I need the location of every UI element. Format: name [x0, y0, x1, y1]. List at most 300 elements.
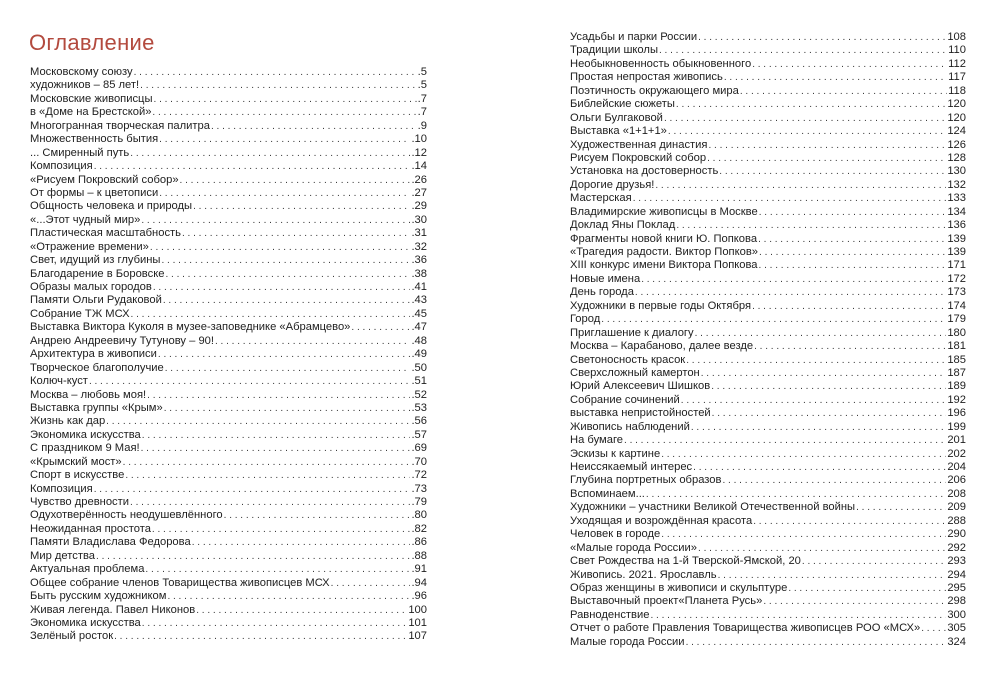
toc-entry-title: Вспоминаем...: [570, 487, 645, 500]
toc-entry[interactable]: [30, 550, 427, 563]
toc-entry-page-number: 300: [947, 608, 966, 621]
toc-entry[interactable]: [30, 402, 427, 415]
toc-entry-page-number: .41: [411, 281, 427, 293]
toc-entry-title: в «Доме на Брестской»: [30, 106, 152, 119]
toc-entry[interactable]: [570, 622, 966, 635]
toc-entry-page-number: 189: [947, 380, 966, 393]
toc-entry[interactable]: [30, 147, 427, 160]
dot-leader: [601, 313, 946, 326]
toc-entry[interactable]: [30, 106, 427, 119]
toc-entry-title: От формы – к цветописи: [30, 186, 159, 199]
toc-entry-page-number: .72: [411, 469, 427, 482]
toc-entry-title: Художники – участники Великой Отечественной войны: [570, 501, 856, 514]
toc-entry-page-number: .82: [411, 522, 427, 535]
toc-entry-title: Спорт в искусстве: [30, 469, 125, 482]
dot-leader: [754, 340, 946, 353]
toc-entry[interactable]: [30, 348, 427, 361]
toc-entry-page-number: 139: [947, 246, 966, 258]
toc-entry[interactable]: [30, 254, 427, 267]
toc-entry-title: Жизнь как дар: [30, 415, 106, 428]
toc-entry-title: Многогранная творческая палитра: [30, 119, 210, 132]
toc-entry-page-number: 172: [947, 272, 966, 285]
toc-entry[interactable]: [570, 595, 966, 608]
dot-leader: [331, 577, 411, 590]
dot-leader: [192, 536, 411, 549]
dot-leader: [154, 93, 417, 106]
toc-entry[interactable]: [570, 179, 966, 192]
toc-entry-title: Установка на достоверность: [570, 165, 719, 178]
dot-leader: [131, 308, 411, 321]
toc-entry[interactable]: [570, 542, 966, 555]
dot-leader: [740, 85, 947, 98]
toc-entry[interactable]: [570, 259, 966, 272]
dot-leader: [114, 630, 407, 643]
toc-entry-page-number: 107: [408, 630, 427, 643]
toc-entry[interactable]: [570, 394, 966, 407]
toc-entry-page-number: .31: [411, 227, 427, 240]
toc-entry-page-number: .88: [411, 549, 427, 562]
toc-entry-title: Художественная династия: [570, 138, 708, 151]
toc-entry-page-number: 293: [947, 555, 966, 568]
dot-leader: [698, 542, 946, 555]
toc-entry-page-number: 201: [947, 434, 966, 447]
toc-entry[interactable]: [30, 415, 427, 428]
dot-leader: [633, 192, 947, 205]
toc-entry[interactable]: [30, 469, 427, 482]
toc-entry[interactable]: [570, 71, 966, 84]
dot-leader: [708, 139, 946, 152]
toc-entry-page-number: 199: [947, 420, 966, 433]
toc-entry-page-number: 208: [947, 487, 966, 500]
toc-entry[interactable]: [570, 246, 966, 259]
toc-entry-page-number: .86: [411, 536, 427, 549]
toc-entry[interactable]: [570, 313, 966, 326]
toc-entry-page-number: .57: [411, 428, 427, 441]
toc-entry[interactable]: [570, 474, 966, 487]
toc-entry[interactable]: [30, 200, 427, 213]
toc-entry[interactable]: [570, 327, 966, 340]
toc-entry-page-number: .50: [411, 361, 427, 374]
toc-entry[interactable]: [30, 523, 427, 536]
toc-entry-page-number: .49: [411, 348, 427, 361]
toc-entry[interactable]: [570, 434, 966, 447]
toc-entry-page-number: 196: [947, 407, 966, 420]
toc-entry-title: Пластическая масштабность: [30, 227, 181, 240]
toc-entry[interactable]: [570, 192, 966, 205]
dot-leader: [165, 362, 411, 375]
toc-entry-title: Общее собрание членов Товарищества живописцев МСХ: [30, 576, 330, 589]
toc-entry-page-number: .7: [417, 92, 427, 105]
dot-leader: [759, 259, 947, 272]
dot-leader: [752, 300, 946, 313]
toc-entry-title: Человек в городе: [570, 528, 661, 541]
toc-entry-page-number: .48: [411, 334, 427, 347]
toc-entry-title: Композиция: [30, 482, 93, 495]
toc-list-right: [570, 31, 966, 649]
toc-entry[interactable]: [570, 340, 966, 353]
toc-entry-page-number: 133: [947, 192, 966, 205]
toc-entry[interactable]: [570, 125, 966, 138]
toc-entry[interactable]: [30, 577, 427, 590]
toc-entry-title: Выставка «1+1+1»: [570, 125, 667, 138]
dot-leader: [802, 555, 946, 568]
toc-entry-title: Москва – любовь моя!: [30, 388, 147, 401]
toc-entry-page-number: 128: [947, 151, 966, 164]
toc-entry[interactable]: [570, 515, 966, 528]
toc-entry-page-number: 118: [948, 84, 966, 97]
toc-entry[interactable]: [30, 456, 427, 469]
toc-entry-page-number: 180: [947, 326, 966, 339]
toc-entry-page-number: .73: [411, 482, 427, 495]
dot-leader: [856, 501, 946, 514]
toc-entry-title: Неиссякаемый интерес: [570, 461, 693, 473]
toc-entry[interactable]: [30, 509, 427, 522]
dot-leader: [196, 604, 407, 617]
toc-entry-page-number: 179: [947, 313, 966, 326]
dot-leader: [96, 550, 410, 563]
dot-leader: [707, 152, 946, 165]
toc-entry[interactable]: [570, 139, 966, 152]
toc-entry[interactable]: [30, 66, 427, 79]
dot-leader: [106, 415, 410, 428]
toc-entry-page-number: 136: [947, 219, 966, 232]
toc-entry[interactable]: [570, 273, 966, 286]
dot-leader: [695, 327, 947, 340]
toc-entry[interactable]: [570, 488, 966, 501]
toc-entry-page-number: .29: [411, 200, 427, 213]
toc-entry-page-number: 192: [947, 393, 966, 406]
toc-entry[interactable]: [570, 448, 966, 461]
toc-entry[interactable]: [30, 241, 427, 254]
toc-entry[interactable]: [30, 174, 427, 187]
toc-entry-page-number: .38: [411, 267, 427, 280]
toc-entry-page-number: 126: [947, 138, 966, 151]
toc-entry[interactable]: [570, 555, 966, 568]
toc-entry-page-number: 120: [947, 98, 966, 111]
toc-entry-title: Творческое благополучие: [30, 361, 164, 374]
toc-entry-title: ... Смиренный путь: [30, 146, 130, 159]
toc-entry[interactable]: [30, 442, 427, 455]
dot-leader: [158, 348, 411, 361]
toc-entry-page-number: .7: [417, 106, 427, 119]
toc-entry-title: «Трагедия радости. Виктор Попков»: [570, 246, 759, 258]
dot-leader: [130, 147, 410, 160]
toc-entry-title: Выставка Виктора Куколя в музее-заповеднике «Абрамцево»: [30, 321, 351, 334]
dot-leader: [661, 448, 946, 461]
dot-leader: [686, 636, 947, 649]
toc-entry-page-number: 206: [947, 474, 966, 487]
toc-entry[interactable]: [30, 79, 427, 92]
toc-entry-title: Малые города России: [570, 635, 685, 648]
toc-entry-title: Эскизы к картине: [570, 447, 661, 460]
dot-leader: [788, 582, 946, 595]
toc-entry-title: Уходящая и возрождённая красота: [570, 514, 753, 527]
dot-leader: [94, 483, 411, 496]
dot-leader: [130, 496, 410, 509]
dot-leader: [167, 590, 410, 603]
toc-entry[interactable]: [30, 321, 427, 334]
toc-entry[interactable]: [30, 120, 427, 133]
toc-entry-title: С праздником 9 Мая!: [30, 442, 140, 455]
toc-entry[interactable]: [30, 268, 427, 281]
dot-leader: [759, 246, 946, 259]
toc-entry-page-number: .5: [417, 66, 427, 78]
dot-leader: [152, 523, 411, 536]
toc-entry[interactable]: [570, 367, 966, 380]
toc-entry[interactable]: [30, 389, 427, 402]
toc-entry-title: Образ женщины в живописи и скульптуре: [570, 581, 788, 594]
toc-entry[interactable]: [570, 501, 966, 514]
toc-entry-title: Быть русским художником: [30, 590, 167, 603]
toc-entry[interactable]: [570, 380, 966, 393]
dot-leader: [182, 227, 410, 240]
toc-entry-title: Библейские сюжеты: [570, 98, 675, 111]
dot-leader: [698, 31, 946, 44]
toc-entry[interactable]: [30, 536, 427, 549]
toc-entry-title: Традиции школы: [570, 44, 658, 57]
dot-leader: [224, 509, 411, 522]
page-title: Оглавление: [29, 30, 155, 55]
toc-entry[interactable]: [570, 58, 966, 71]
toc-entry-title: Множественность бытия: [30, 133, 159, 146]
toc-entry[interactable]: [570, 286, 966, 299]
dot-leader: [664, 112, 946, 125]
toc-entry-title: Новые имена: [570, 272, 641, 285]
toc-entry-title: Равноденствие: [570, 608, 650, 621]
toc-entry[interactable]: [30, 563, 427, 576]
toc-entry-title: Владимирские живописцы в Москве: [570, 205, 758, 218]
toc-entry-page-number: .69: [411, 442, 427, 455]
toc-entry-title: Экономика искусства: [30, 428, 141, 441]
dot-leader: [752, 58, 947, 71]
toc-entry-title: Архитектура в живописи: [30, 348, 157, 361]
toc-entry-page-number: .9: [417, 119, 427, 132]
toc-entry-title: Фрагменты новой книги Ю. Попкова: [570, 232, 758, 245]
toc-entry-title: «...Этот чудный мир»: [30, 213, 141, 226]
dot-leader: [141, 214, 410, 227]
toc-entry-title: Доклад Яны Поклад: [570, 219, 676, 232]
toc-entry[interactable]: [30, 483, 427, 496]
dot-leader: [215, 335, 410, 348]
toc-entry-title: выставка непристойностей: [570, 407, 711, 420]
toc-entry-title: Дорогие друзья!: [570, 178, 655, 191]
dot-leader: [163, 294, 411, 307]
toc-entry[interactable]: [30, 93, 427, 106]
toc-entry[interactable]: [570, 421, 966, 434]
dot-leader: [718, 569, 947, 582]
toc-entry-title: Юрий Алексеевич Шишков: [570, 380, 711, 393]
toc-entry-page-number: 101: [408, 616, 427, 629]
toc-entry-title: Рисуем Покровский собор: [570, 151, 707, 164]
toc-entry-title: «Крымский мост»: [30, 455, 122, 468]
dot-leader: [624, 434, 946, 447]
toc-entry[interactable]: [570, 152, 966, 165]
toc-entry-page-number: .36: [411, 254, 427, 267]
toc-entry-page-number: 132: [947, 178, 966, 191]
dot-leader: [193, 200, 410, 213]
toc-entry-title: Мастерская: [570, 192, 632, 205]
toc-entry[interactable]: [30, 429, 427, 442]
toc-entry[interactable]: [30, 630, 427, 643]
toc-entry-title: «Малые города России»: [570, 541, 698, 554]
toc-entry-page-number: .30: [411, 213, 427, 226]
toc-entry-page-number: 117: [948, 71, 966, 84]
toc-entry-title: Московские живописцы: [30, 92, 153, 105]
dot-leader: [164, 402, 411, 415]
toc-entry-page-number: 139: [947, 232, 966, 245]
toc-entry[interactable]: [30, 375, 427, 388]
toc-entry-page-number: .80: [411, 509, 427, 522]
toc-entry-title: художников – 85 лет!: [30, 79, 140, 92]
toc-entry[interactable]: [570, 219, 966, 232]
toc-entry-title: Город: [570, 313, 601, 326]
toc-entry-page-number: 209: [947, 501, 966, 514]
dot-leader: [691, 421, 946, 434]
toc-entry-page-number: .10: [411, 133, 427, 146]
dot-leader: [646, 488, 946, 501]
dot-leader: [94, 160, 411, 173]
dot-leader: [351, 321, 410, 334]
toc-entry[interactable]: [570, 98, 966, 111]
toc-entry-page-number: 100: [408, 603, 427, 616]
toc-entry[interactable]: [30, 335, 427, 348]
toc-entry-title: Мир детства: [30, 549, 96, 562]
dot-leader: [142, 429, 411, 442]
toc-entry[interactable]: [570, 85, 966, 98]
toc-entry-title: Приглашение к диалогу: [570, 326, 694, 339]
toc-entry[interactable]: [30, 227, 427, 240]
toc-entry-page-number: .70: [411, 455, 427, 468]
dot-leader: [724, 71, 947, 84]
toc-entry-title: Одухотверённость неодушевлённого: [30, 509, 223, 522]
toc-entry-page-number: .14: [411, 160, 427, 173]
toc-entry-title: Собрание ТЖ МСХ: [30, 307, 130, 320]
toc-entry-title: «Отражение времени»: [30, 240, 149, 253]
toc-entry[interactable]: [30, 362, 427, 375]
toc-entry-page-number: .79: [411, 496, 427, 508]
toc-entry[interactable]: [30, 187, 427, 200]
toc-entry-page-number: 324: [947, 635, 966, 648]
toc-entry[interactable]: [30, 617, 427, 630]
toc-entry-title: Живопись наблюдений: [570, 420, 690, 433]
toc-entry-title: Ольги Булгаковой: [570, 111, 663, 124]
toc-entry[interactable]: [30, 604, 427, 617]
toc-entry[interactable]: [570, 609, 966, 622]
toc-entry-page-number: .53: [411, 401, 427, 414]
toc-entry-title: Выставочный проект«Планета Русь»: [570, 595, 763, 608]
toc-entry-title: Москва – Карабаново, далее везде: [570, 340, 754, 353]
toc-entry[interactable]: [570, 582, 966, 595]
toc-entry-page-number: .32: [411, 240, 427, 253]
toc-entry-title: Образы малых городов: [30, 281, 152, 293]
dot-leader: [758, 233, 946, 246]
toc-entry[interactable]: [30, 281, 427, 294]
dot-leader: [134, 66, 417, 79]
toc-entry-title: Простая непростая живопись: [570, 71, 723, 84]
dot-leader: [693, 461, 946, 474]
toc-entry[interactable]: [570, 461, 966, 474]
toc-entry-title: Необыкновенность обыкновенного: [570, 57, 752, 70]
dot-leader: [159, 187, 410, 200]
toc-entry-page-number: .27: [411, 186, 427, 199]
toc-entry[interactable]: [570, 569, 966, 582]
toc-entry[interactable]: [30, 133, 427, 146]
dot-leader: [125, 469, 410, 482]
dot-leader: [712, 407, 947, 420]
dot-leader: [681, 394, 947, 407]
toc-entry[interactable]: [570, 300, 966, 313]
toc-entry-page-number: 171: [947, 259, 966, 272]
toc-entry-page-number: 202: [947, 447, 966, 460]
toc-entry-title: Общность человека и природы: [30, 200, 193, 213]
toc-entry[interactable]: [570, 354, 966, 367]
dot-leader: [641, 273, 946, 286]
toc-entry[interactable]: [30, 308, 427, 321]
dot-leader: [650, 609, 946, 622]
toc-entry[interactable]: [30, 496, 427, 509]
toc-entry-page-number: 305: [947, 622, 966, 635]
toc-entry-title: Памяти Владислава Федорова: [30, 536, 191, 549]
toc-entry-title: Выставка группы «Крым»: [30, 401, 163, 414]
dot-leader: [676, 219, 946, 232]
dot-leader: [147, 389, 410, 402]
toc-entry-title: Колюч-куст: [30, 375, 88, 388]
toc-entry-page-number: 124: [947, 125, 966, 138]
dot-leader: [140, 79, 417, 92]
toc-entry-page-number: .26: [411, 173, 427, 186]
toc-entry[interactable]: [30, 590, 427, 603]
toc-entry-title: На бумаге: [570, 434, 624, 447]
toc-entry[interactable]: [570, 636, 966, 649]
toc-entry-title: Актуальная проблема: [30, 563, 145, 576]
toc-entry[interactable]: [570, 407, 966, 420]
toc-entry-title: День города: [570, 286, 634, 299]
toc-entry[interactable]: [570, 31, 966, 44]
dot-leader: [659, 44, 947, 57]
toc-entry-page-number: 174: [947, 299, 966, 312]
dot-leader: [701, 367, 947, 380]
dot-leader: [661, 528, 946, 541]
toc-entry-title: Сверхсложный камертон: [570, 366, 700, 379]
toc-entry[interactable]: [570, 165, 966, 178]
toc-entry-title: Благодарение в Боровске: [30, 267, 165, 280]
toc-entry[interactable]: [570, 206, 966, 219]
toc-entry[interactable]: [30, 214, 427, 227]
toc-entry-title: Московскому союзу: [30, 66, 133, 78]
toc-entry[interactable]: [570, 233, 966, 246]
toc-entry[interactable]: [30, 160, 427, 173]
toc-entry-page-number: .47: [411, 321, 427, 334]
toc-entry[interactable]: [570, 44, 966, 57]
dot-leader: [921, 622, 946, 635]
dot-leader: [719, 165, 946, 178]
dot-leader: [142, 617, 408, 630]
toc-entry[interactable]: [570, 112, 966, 125]
toc-entry-title: Свет, идущий из глубины: [30, 254, 161, 267]
dot-leader: [686, 354, 946, 367]
dot-leader: [668, 125, 946, 138]
dot-leader: [180, 174, 411, 187]
toc-entry-title: XIII конкурс имени Виктора Попкова: [570, 259, 758, 272]
toc-entry-title: Отчет о работе Правления Товарищества живописцев РОО «МСХ»: [570, 622, 921, 635]
dot-leader: [161, 254, 410, 267]
toc-entry[interactable]: [30, 294, 427, 307]
dot-leader: [165, 268, 410, 281]
toc-entry-page-number: 130: [947, 165, 966, 178]
toc-entry[interactable]: [570, 528, 966, 541]
toc-entry-page-number: 288: [947, 514, 966, 527]
right-page: [500, 0, 1000, 678]
